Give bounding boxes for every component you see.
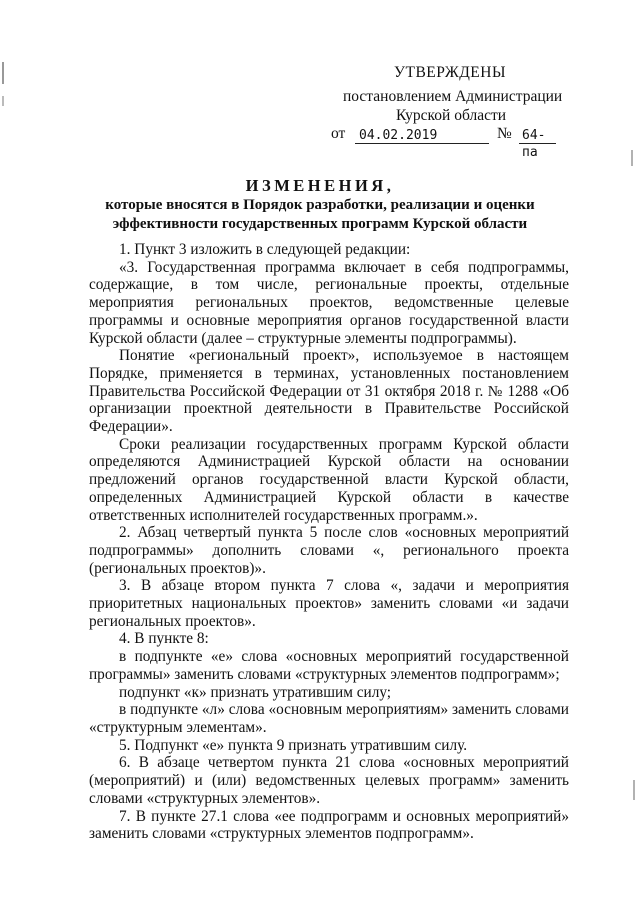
approval-region: Курской области bbox=[396, 107, 507, 124]
document-heading bbox=[90, 176, 550, 234]
paragraph: 3. В абзаце втором пункта 7 слова «, задачи и мероприятия приоритетных национальных проектов» заменить словами «и задачи региональных проектов». bbox=[89, 577, 569, 630]
paragraph: в подпункте «л» слова «основным мероприятиям» заменить словами «структурным элементам». bbox=[89, 701, 569, 736]
paragraph: Понятие «региональный проект», используемое в настоящем Порядке, применяется в терминах, установленных постановлением Правительства Российской Федерации от 31 октября 2018 г. № 1288 «Об организации проектной деятельности в Правительстве Российской Федерации». bbox=[89, 347, 569, 436]
heading-line-1: которые вносятся в Порядок разработки, реализации и оценки bbox=[105, 197, 535, 213]
heading-title: ИЗМЕНЕНИЯ, bbox=[245, 176, 395, 195]
paragraph: 7. В пункте 27.1 слова «ее подпрограмм и основных мероприятий» заменить словами «структурных элементов подпрограмм». bbox=[89, 807, 569, 843]
paragraph: подпункт «к» признать утратившим силу; bbox=[119, 683, 392, 701]
paragraph: 1. Пункт 3 изложить в следующей редакции: bbox=[119, 241, 411, 258]
paragraph: Сроки реализации государственных программ Курской области определяются Администрацией Курской области на основании предложений органов государственной власти Курской области, определенных Администрацией Курской области в качестве ответственных исполнителей государственных программ.». bbox=[89, 435, 569, 524]
from-label: от bbox=[331, 125, 346, 142]
paragraph: 6. В абзаце четвертом пункта 21 слова «основных мероприятий (мероприятий) и (или) ведомственных целевых программ» заменить словами «структурных элементов». bbox=[89, 754, 569, 807]
approval-title: УТВЕРЖДЕНЫ bbox=[394, 64, 506, 81]
paragraph: 5. Подпункт «е» пункта 9 признать утратившим силу. bbox=[119, 736, 468, 754]
heading-line-2: эффективности государственных программ Курской области bbox=[112, 216, 528, 232]
document-body bbox=[89, 241, 569, 843]
paragraph: 2. Абзац четвертый пункта 5 после слов «основных мероприятий подпрограммы» дополнить словами «, регионального проекта (региональных проектов)». bbox=[89, 524, 569, 577]
document-date: 04.02.2019 bbox=[355, 127, 489, 144]
paragraph: 4. В пункте 8: bbox=[119, 630, 209, 648]
document-number: 64-па bbox=[519, 127, 556, 144]
paragraph: в подпункте «е» слова «основных мероприятий государственной программы» заменить словами «структурных элементов подпрограмм»; bbox=[89, 648, 569, 683]
approval-date-row bbox=[331, 125, 571, 160]
number-label: № bbox=[497, 125, 512, 142]
approval-by: постановлением Администрации bbox=[343, 88, 563, 105]
paragraph: «3. Государственная программа включает в себя подпрограммы, содержащие, в том числе, региональные проекты, отдельные мероприятия региональных проектов, ведомственные целевые программы и основные мероприятия органов государственной власти Курской области (далее – структурные элементы подпрограммы). bbox=[89, 258, 569, 347]
